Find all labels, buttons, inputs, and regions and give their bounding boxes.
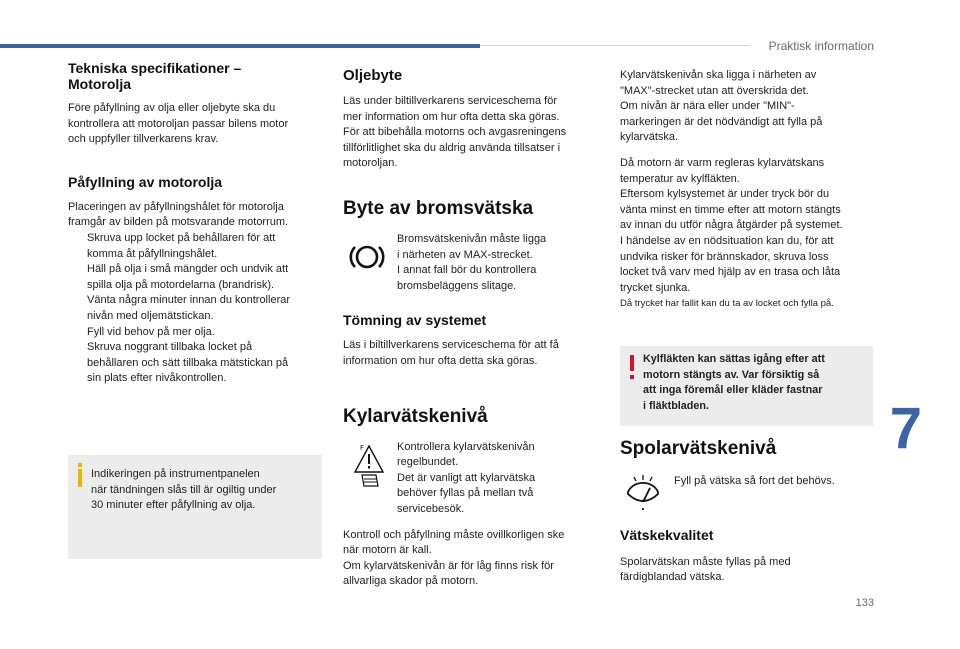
oil-change-text: Läs under biltillverkarens serviceschema för mer information om hur ofta detta ska göras. För att bibehålla motorns och avgasreningens tillförlitlighet ska du aldrig använda tillsatser i motoroljan. [343,95,567,170]
column-left [68,60,322,387]
drain-title: Tömning av systemet [343,312,487,329]
page-number: 133 [855,597,874,609]
list-item: Skruva noggrant tillbaka locket på behållaren och sätt tillbaka mätstickan på sin plats efter nivåkontrollen. [87,341,289,385]
column-right [620,68,875,312]
fill-intro: Placeringen av påfyllningshålet för motorolja framgår av bilden på motsvarande motorrum. [68,200,289,229]
column-right-lower [620,438,875,586]
fluid-quality-title: Vätskekvalitet [620,526,714,543]
coolant-level-text: Kylarvätskenivån ska ligga i närheten av "MAX"-strecket utan att överskrida det. Om nivån är nära eller under "MIN"- markeringen är det nödvändigt att fylla på kylarvätska. [620,69,823,144]
brake-warning-icon [349,242,385,277]
coolant-text: Kontroll och påfyllning måste ovillkorligen ske när motorn är kall. Om kylarvätskenivån är för låg finns risk för allvarliga skador på motorn. [343,528,565,588]
warning-icon [630,355,634,371]
info-box [68,455,322,559]
coolant-row [343,440,595,518]
brake-fluid-row [343,232,595,294]
washer-title: Spolarvätskenivå [620,438,777,459]
header-accent-bar [0,44,480,48]
coolant-icon-text: Kontrollera kylarvätskenivån regelbundet. Det är vanligt att kylarvätska behöver fyllas på mellan två servicebesök. [397,440,536,515]
coolant-title: Kylarvätskenivå [343,405,488,427]
warning-text: Kylfläkten kan sättas igång efter att motorn stängts av. Var försiktig så att inga föremål eller kläder fastnar i fläktbladen. [643,353,825,412]
column-middle [343,68,595,590]
brake-fluid-text: Bromsvätskenivån måste ligga i närheten av MAX-strecket. I annat fall bör du kontrollera bromsbeläggens slitage. [397,232,547,292]
drain-text: Läs i biltillverkarens serviceschema för att få information om hur ofta detta ska göras. [343,339,559,367]
fluid-quality-text: Spolarvätskan måste fyllas på med färdigblandad vätska. [620,555,791,584]
coolant-temp-text: Då motorn är varm regleras kylarvätskans temperatur av kylfläkten. Eftersom kylsystemet är under tryck bör du vänta minst en timme efter att motorn stängts av innan du utför några åtgärder på systemet. I händelse av en nödsituation kan du, för att undvika risker för brännskador, skruva loss locket två varv med hjälp av en trasa och låta trycket sjunka. Då trycket har fallit kan du ta av locket och fylla på. [620,156,843,310]
section-header: Praktisk information [768,39,874,53]
svg-text:F: F [360,443,365,452]
list-item: Vänta några minuter innan du kontrollerar nivån med oljemätstickan. [87,294,291,322]
washer-row [620,474,875,490]
header-divider [480,45,750,46]
washer-text: Fyll på vätska så fort det behövs. [674,475,835,487]
warning-box [620,346,873,426]
spec-title: Tekniska specifikationer – Motorolja [68,60,242,92]
brake-fluid-title: Byte av bromsvätska [343,197,534,219]
list-item: Fyll vid behov på mer olja. [87,325,215,338]
info-text: Indikeringen på instrumentpanelen när tändningen slås till är ogiltig under 30 minuter efter påfyllning av olja. [91,468,277,512]
oil-change-title: Oljebyte [343,67,403,84]
spec-intro: Före påfyllning av olja eller oljebyte ska du kontrollera att motoroljan passar bilens motor och uppfyller tillverkarens krav. [68,102,289,146]
list-item: Häll på olja i små mängder och undvik att spilla olja på motordelarna (brandrisk). [87,263,289,291]
washer-fluid-icon [624,472,662,517]
fill-title: Påfyllning av motorolja [68,173,223,190]
coolant-level-icon [351,442,387,493]
info-icon [78,469,82,487]
list-item: Skruva upp locket på behållaren för att komma åt påfyllningshålet. [87,231,276,260]
chapter-number: 7 [889,396,922,461]
fill-steps [68,231,322,387]
